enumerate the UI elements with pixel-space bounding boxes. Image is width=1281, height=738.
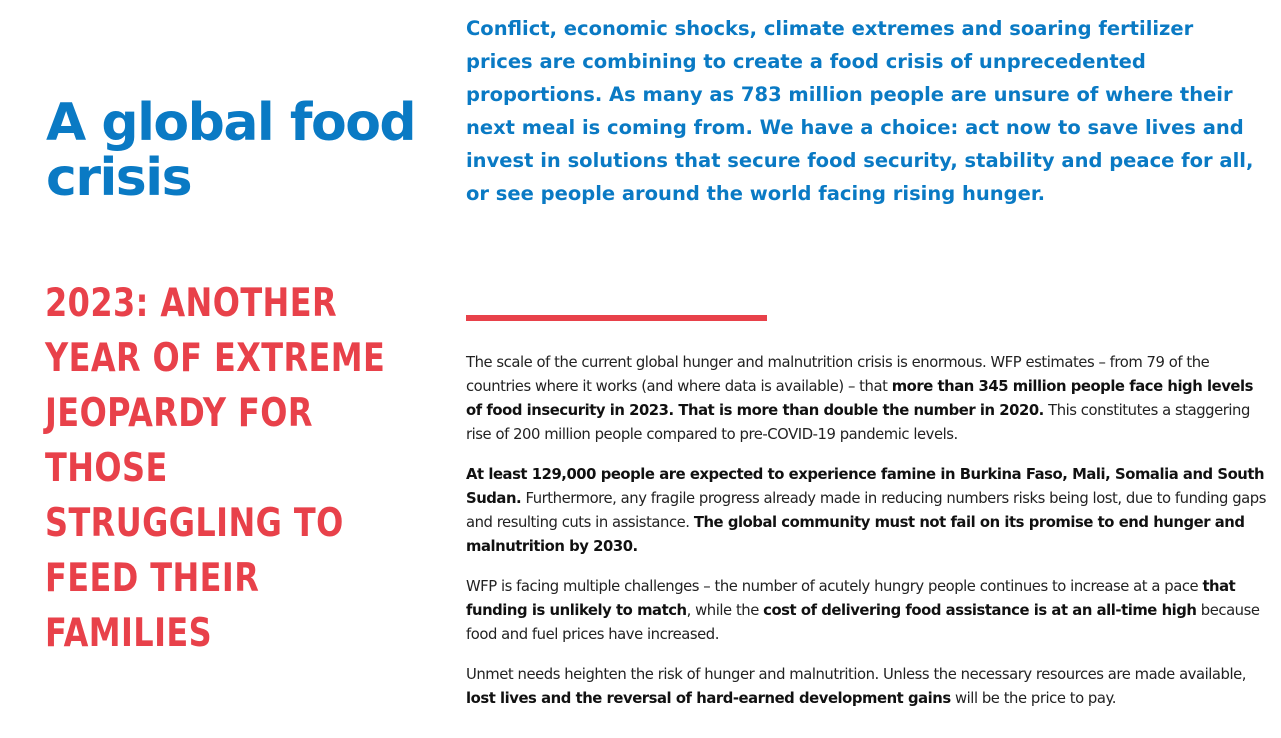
p3-bold-1: that funding is unlikely to match	[466, 578, 1236, 619]
paragraph-1	[466, 351, 1266, 447]
p4-bold-1: lost lives and the reversal of hard-earned development gains	[466, 690, 951, 707]
p2-bold-1: At least 129,000 people are expected to experience famine in Burkina Faso, Mali, Somalia and South Sudan.	[466, 466, 1265, 507]
paragraph-4	[466, 663, 1266, 711]
p4-text-1: Unmet needs heighten the risk of hunger and malnutrition. Unless the necessary resources are made available,	[466, 666, 1247, 683]
p1-text-1: The scale of the current global hunger and malnutrition crisis is enormous. WFP estimates – from 79 of the countries where it works (and where data is available) – that	[466, 354, 1210, 395]
paragraph-3	[466, 575, 1266, 647]
intro-paragraph: Conflict, economic shocks, climate extremes and soaring fertilizer prices are combining to create a food crisis of unprecedented proportions. As many as 783 million people are unsure of where their next meal is coming from. We have a choice: act now to save lives and invest in solutions that secure food security, stability and peace for all, or see people around the world facing rising hunger.	[466, 17, 1254, 205]
p1-text-2: This constitutes a staggering rise of 200 million people compared to pre-COVID-19 pandemic levels.	[466, 402, 1250, 443]
p3-text-2: , while the	[686, 602, 764, 619]
p3-text-1: WFP is facing multiple challenges – the number of acutely hungry people continues to increase at a pace	[466, 578, 1203, 595]
p4-text-2: will be the price to pay.	[950, 690, 1116, 707]
p2-bold-2: The global community must not fail on its promise to end hunger and malnutrition by 2030.	[466, 514, 1245, 555]
p3-text-3: because food and fuel prices have increased.	[466, 602, 1260, 643]
paragraph-2	[466, 463, 1266, 559]
p2-text-1: Furthermore, any fragile progress already made in reducing numbers risks being lost, due to funding gaps and resulting cuts in assistance.	[466, 490, 1267, 531]
p3-bold-2: cost of delivering food assistance is at an all-time high	[763, 602, 1197, 619]
p1-bold-1: more than 345 million people face high levels of food insecurity in 2023. That is more than double the number in 2020.	[466, 378, 1253, 419]
page-title: A global food crisis	[46, 93, 416, 208]
red-divider	[466, 315, 767, 321]
body-text	[466, 351, 1266, 727]
section-subtitle: 2023: ANOTHER YEAR OF EXTREME JEOPARDY FOR THOSE STRUGGLING TO FEED THEIR FAMILIES	[45, 281, 386, 656]
